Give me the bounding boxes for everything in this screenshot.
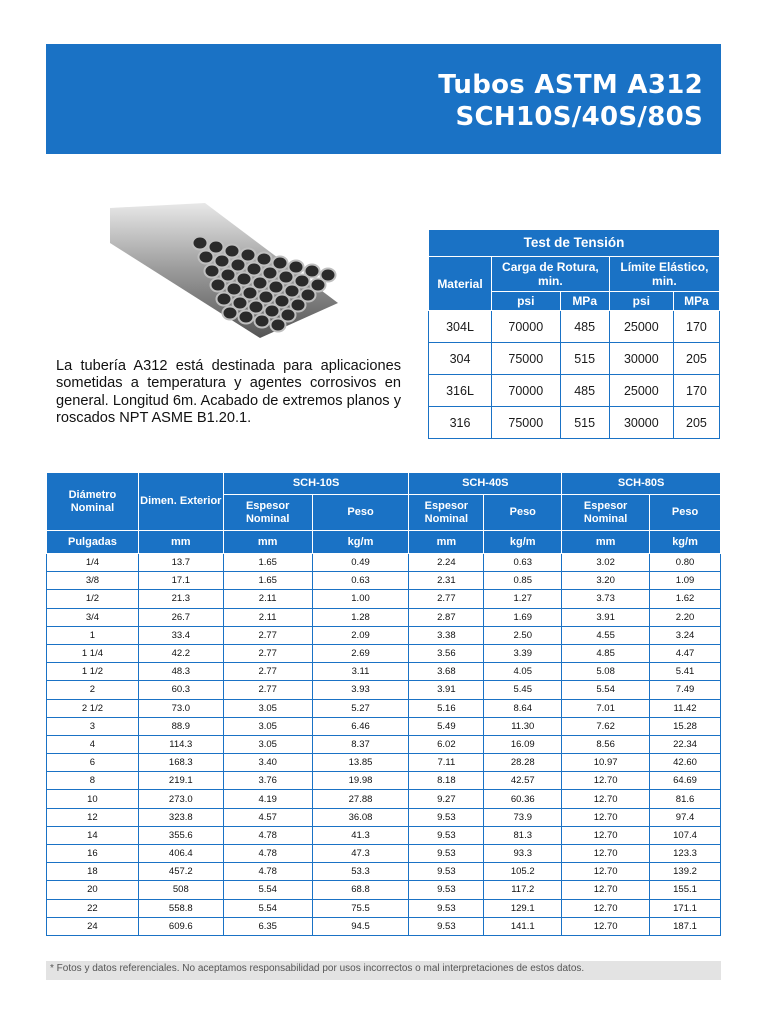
unit-cell: kg/m xyxy=(312,531,409,554)
table-cell: 33.4 xyxy=(138,626,223,644)
col-limite-elastico: Límite Elástico, min. xyxy=(609,257,719,292)
table-cell: 123.3 xyxy=(650,845,721,863)
tension-cell: 75000 xyxy=(492,343,561,375)
col-material: Material xyxy=(429,257,492,311)
table-cell: 10 xyxy=(47,790,139,808)
col-carga-rotura: Carga de Rotura, min. xyxy=(492,257,610,292)
table-cell: 3.39 xyxy=(484,644,562,662)
table-cell: 406.4 xyxy=(138,845,223,863)
group-sch-40s: SCH-40S xyxy=(409,473,562,495)
table-cell: 1.62 xyxy=(650,590,721,608)
table-cell: 168.3 xyxy=(138,754,223,772)
table-cell: 9.53 xyxy=(409,881,484,899)
table-cell: 3.02 xyxy=(562,554,650,572)
table-cell: 2 xyxy=(47,681,139,699)
table-cell: 2.69 xyxy=(312,644,409,662)
table-cell: 2.50 xyxy=(484,626,562,644)
table-cell: 47.3 xyxy=(312,845,409,863)
table-cell: 48.3 xyxy=(138,663,223,681)
table-cell: 9.53 xyxy=(409,863,484,881)
table-cell: 16.09 xyxy=(484,735,562,753)
table-cell: 41.3 xyxy=(312,826,409,844)
table-cell: 3.73 xyxy=(562,590,650,608)
table-cell: 3.38 xyxy=(409,626,484,644)
table-cell: 5.54 xyxy=(223,899,312,917)
table-cell: 13.7 xyxy=(138,554,223,572)
table-cell: 105.2 xyxy=(484,863,562,881)
table-cell: 3 xyxy=(47,717,139,735)
table-row xyxy=(47,863,721,881)
table-cell: 1 1/2 xyxy=(47,663,139,681)
table-row xyxy=(47,572,721,590)
table-cell: 73.9 xyxy=(484,808,562,826)
tension-cell: 205 xyxy=(673,407,719,439)
table-cell: 8.18 xyxy=(409,772,484,790)
table-cell: 2.87 xyxy=(409,608,484,626)
table-row xyxy=(47,754,721,772)
table-cell: 21.3 xyxy=(138,590,223,608)
pipes-photo xyxy=(110,203,338,338)
col-dimen-exterior: Dimen. Exterior xyxy=(138,473,223,531)
page-subtitle: SCH10S/40S/80S xyxy=(455,102,703,132)
table-cell: 2.11 xyxy=(223,608,312,626)
table-cell: 60.3 xyxy=(138,681,223,699)
unit-mpa: MPa xyxy=(673,292,719,311)
table-cell: 12.70 xyxy=(562,772,650,790)
tension-cell: 30000 xyxy=(609,343,673,375)
table-cell: 355.6 xyxy=(138,826,223,844)
table-cell: 11.30 xyxy=(484,717,562,735)
table-row xyxy=(47,626,721,644)
tension-cell: 485 xyxy=(560,375,609,407)
table-cell: 1/2 xyxy=(47,590,139,608)
table-cell: 6 xyxy=(47,754,139,772)
table-cell: 64.69 xyxy=(650,772,721,790)
unit-cell: mm xyxy=(138,531,223,554)
table-cell: 508 xyxy=(138,881,223,899)
table-cell: 2.20 xyxy=(650,608,721,626)
table-cell: 4.19 xyxy=(223,790,312,808)
table-cell: 14 xyxy=(47,826,139,844)
table-cell: 3.93 xyxy=(312,681,409,699)
table-cell: 53.3 xyxy=(312,863,409,881)
table-cell: 1 xyxy=(47,626,139,644)
table-cell: 4.47 xyxy=(650,644,721,662)
group-sch-10s: SCH-10S xyxy=(223,473,409,495)
table-cell: 8 xyxy=(47,772,139,790)
table-row xyxy=(47,917,721,935)
table-cell: 12.70 xyxy=(562,881,650,899)
table-cell: 8.37 xyxy=(312,735,409,753)
table-cell: 457.2 xyxy=(138,863,223,881)
table-cell: 2 1/2 xyxy=(47,699,139,717)
table-cell: 2.77 xyxy=(409,590,484,608)
table-cell: 5.41 xyxy=(650,663,721,681)
table-cell: 3.91 xyxy=(409,681,484,699)
table-cell: 5.16 xyxy=(409,699,484,717)
table-cell: 12.70 xyxy=(562,826,650,844)
tension-row xyxy=(429,343,720,375)
table-cell: 60.36 xyxy=(484,790,562,808)
table-cell: 1.09 xyxy=(650,572,721,590)
unit-cell: mm xyxy=(223,531,312,554)
table-cell: 114.3 xyxy=(138,735,223,753)
page-title: Tubos ASTM A312 xyxy=(438,70,703,100)
table-cell: 81.3 xyxy=(484,826,562,844)
table-cell: 28.28 xyxy=(484,754,562,772)
table-cell: 9.53 xyxy=(409,826,484,844)
table-cell: 6.35 xyxy=(223,917,312,935)
table-cell: 3.05 xyxy=(223,717,312,735)
table-cell: 3/4 xyxy=(47,608,139,626)
table-cell: 9.53 xyxy=(409,899,484,917)
table-cell: 1 1/4 xyxy=(47,644,139,662)
table-cell: 3/8 xyxy=(47,572,139,590)
table-cell: 2.11 xyxy=(223,590,312,608)
table-cell: 16 xyxy=(47,845,139,863)
table-cell: 3.40 xyxy=(223,754,312,772)
table-cell: 5.49 xyxy=(409,717,484,735)
tension-title: Test de Tensión xyxy=(429,230,720,257)
product-description: La tubería A312 está destinada para aplicaciones sometidas a temperatura y agentes corrosivos en general. Longitud 6m. Acabado de extremos planos y roscados NPT ASME B1.20.1. xyxy=(56,358,401,426)
table-cell: 117.2 xyxy=(484,881,562,899)
table-cell: 2.77 xyxy=(223,644,312,662)
table-cell: 0.80 xyxy=(650,554,721,572)
table-cell: 5.54 xyxy=(223,881,312,899)
tension-cell: 316L xyxy=(429,375,492,407)
table-cell: 2.09 xyxy=(312,626,409,644)
group-sch-80s: SCH-80S xyxy=(562,473,721,495)
tension-row xyxy=(429,407,720,439)
table-cell: 1.27 xyxy=(484,590,562,608)
table-row xyxy=(47,790,721,808)
table-row xyxy=(47,826,721,844)
tension-cell: 316 xyxy=(429,407,492,439)
table-cell: 141.1 xyxy=(484,917,562,935)
table-cell: 3.05 xyxy=(223,699,312,717)
table-row xyxy=(47,881,721,899)
table-cell: 6.02 xyxy=(409,735,484,753)
tension-cell: 30000 xyxy=(609,407,673,439)
table-cell: 88.9 xyxy=(138,717,223,735)
table-cell: 75.5 xyxy=(312,899,409,917)
tension-cell: 205 xyxy=(673,343,719,375)
table-cell: 12.70 xyxy=(562,790,650,808)
tension-cell: 515 xyxy=(560,407,609,439)
table-cell: 22.34 xyxy=(650,735,721,753)
table-cell: 42.57 xyxy=(484,772,562,790)
sub-espesor: Espesor Nominal xyxy=(562,495,650,531)
unit-cell: mm xyxy=(409,531,484,554)
table-cell: 1.69 xyxy=(484,608,562,626)
table-cell: 4.05 xyxy=(484,663,562,681)
sub-peso: Peso xyxy=(484,495,562,531)
table-cell: 219.1 xyxy=(138,772,223,790)
footnote: * Fotos y datos referenciales. No aceptamos responsabilidad por usos incorrectos o mal interpretaciones de estos datos. xyxy=(46,961,721,980)
table-row xyxy=(47,644,721,662)
table-cell: 6.46 xyxy=(312,717,409,735)
table-cell: 11.42 xyxy=(650,699,721,717)
table-cell: 9.53 xyxy=(409,808,484,826)
table-cell: 3.20 xyxy=(562,572,650,590)
sub-peso: Peso xyxy=(650,495,721,531)
table-cell: 3.24 xyxy=(650,626,721,644)
table-cell: 609.6 xyxy=(138,917,223,935)
pipe-dimensions-table xyxy=(46,472,721,936)
table-row xyxy=(47,608,721,626)
table-cell: 107.4 xyxy=(650,826,721,844)
table-cell: 4.78 xyxy=(223,845,312,863)
table-cell: 2.77 xyxy=(223,626,312,644)
table-cell: 5.45 xyxy=(484,681,562,699)
table-cell: 19.98 xyxy=(312,772,409,790)
unit-cell: kg/m xyxy=(650,531,721,554)
tension-cell: 25000 xyxy=(609,375,673,407)
table-cell: 97.4 xyxy=(650,808,721,826)
table-cell: 2.31 xyxy=(409,572,484,590)
table-cell: 558.8 xyxy=(138,899,223,917)
table-cell: 15.28 xyxy=(650,717,721,735)
table-cell: 1.00 xyxy=(312,590,409,608)
table-row xyxy=(47,663,721,681)
table-cell: 2.77 xyxy=(223,663,312,681)
tension-cell: 70000 xyxy=(492,375,561,407)
table-cell: 9.27 xyxy=(409,790,484,808)
col-diametro-nominal: Diámetro Nominal xyxy=(47,473,139,531)
table-cell: 12.70 xyxy=(562,917,650,935)
table-cell: 93.3 xyxy=(484,845,562,863)
table-cell: 26.7 xyxy=(138,608,223,626)
table-cell: 8.64 xyxy=(484,699,562,717)
table-row xyxy=(47,735,721,753)
table-row xyxy=(47,717,721,735)
table-cell: 2.77 xyxy=(223,681,312,699)
table-cell: 68.8 xyxy=(312,881,409,899)
table-cell: 3.68 xyxy=(409,663,484,681)
table-row xyxy=(47,845,721,863)
table-cell: 139.2 xyxy=(650,863,721,881)
table-cell: 323.8 xyxy=(138,808,223,826)
table-cell: 10.97 xyxy=(562,754,650,772)
table-cell: 4 xyxy=(47,735,139,753)
table-cell: 1.65 xyxy=(223,554,312,572)
tension-cell: 304 xyxy=(429,343,492,375)
table-cell: 4.78 xyxy=(223,863,312,881)
table-cell: 36.08 xyxy=(312,808,409,826)
table-cell: 7.11 xyxy=(409,754,484,772)
table-cell: 273.0 xyxy=(138,790,223,808)
table-cell: 12 xyxy=(47,808,139,826)
table-cell: 0.85 xyxy=(484,572,562,590)
table-cell: 0.63 xyxy=(484,554,562,572)
table-cell: 3.76 xyxy=(223,772,312,790)
tension-row xyxy=(429,375,720,407)
table-cell: 42.60 xyxy=(650,754,721,772)
unit-psi: psi xyxy=(492,292,561,311)
sub-espesor: Espesor Nominal xyxy=(409,495,484,531)
tension-test-table xyxy=(428,229,720,439)
table-cell: 22 xyxy=(47,899,139,917)
table-cell: 3.11 xyxy=(312,663,409,681)
table-cell: 171.1 xyxy=(650,899,721,917)
tension-cell: 25000 xyxy=(609,311,673,343)
table-row xyxy=(47,772,721,790)
tension-cell: 170 xyxy=(673,311,719,343)
unit-cell: Pulgadas xyxy=(47,531,139,554)
table-cell: 73.0 xyxy=(138,699,223,717)
table-row xyxy=(47,899,721,917)
tension-cell: 170 xyxy=(673,375,719,407)
table-cell: 81.6 xyxy=(650,790,721,808)
table-cell: 12.70 xyxy=(562,863,650,881)
unit-mpa: MPa xyxy=(560,292,609,311)
table-cell: 27.88 xyxy=(312,790,409,808)
table-cell: 3.56 xyxy=(409,644,484,662)
tension-cell: 485 xyxy=(560,311,609,343)
table-cell: 4.57 xyxy=(223,808,312,826)
tension-cell: 515 xyxy=(560,343,609,375)
tension-row xyxy=(429,311,720,343)
sub-espesor: Espesor Nominal xyxy=(223,495,312,531)
table-row xyxy=(47,808,721,826)
table-cell: 42.2 xyxy=(138,644,223,662)
table-cell: 4.85 xyxy=(562,644,650,662)
table-cell: 0.49 xyxy=(312,554,409,572)
table-cell: 12.70 xyxy=(562,899,650,917)
tension-cell: 70000 xyxy=(492,311,561,343)
table-cell: 12.70 xyxy=(562,845,650,863)
table-cell: 1.28 xyxy=(312,608,409,626)
unit-cell: kg/m xyxy=(484,531,562,554)
table-cell: 94.5 xyxy=(312,917,409,935)
table-cell: 1/4 xyxy=(47,554,139,572)
table-cell: 24 xyxy=(47,917,139,935)
table-cell: 9.53 xyxy=(409,917,484,935)
table-cell: 7.62 xyxy=(562,717,650,735)
table-cell: 13.85 xyxy=(312,754,409,772)
table-cell: 7.01 xyxy=(562,699,650,717)
unit-psi: psi xyxy=(609,292,673,311)
table-cell: 1.65 xyxy=(223,572,312,590)
table-cell: 2.24 xyxy=(409,554,484,572)
table-cell: 0.63 xyxy=(312,572,409,590)
table-cell: 5.54 xyxy=(562,681,650,699)
table-row xyxy=(47,590,721,608)
tension-cell: 75000 xyxy=(492,407,561,439)
table-cell: 3.05 xyxy=(223,735,312,753)
table-cell: 18 xyxy=(47,863,139,881)
table-cell: 20 xyxy=(47,881,139,899)
table-cell: 4.55 xyxy=(562,626,650,644)
table-cell: 129.1 xyxy=(484,899,562,917)
table-row xyxy=(47,699,721,717)
table-cell: 4.78 xyxy=(223,826,312,844)
table-cell: 12.70 xyxy=(562,808,650,826)
table-cell: 7.49 xyxy=(650,681,721,699)
table-cell: 3.91 xyxy=(562,608,650,626)
sub-peso: Peso xyxy=(312,495,409,531)
table-cell: 187.1 xyxy=(650,917,721,935)
table-cell: 5.08 xyxy=(562,663,650,681)
table-cell: 5.27 xyxy=(312,699,409,717)
table-cell: 17.1 xyxy=(138,572,223,590)
unit-cell: mm xyxy=(562,531,650,554)
title-banner xyxy=(46,44,721,154)
table-cell: 8.56 xyxy=(562,735,650,753)
table-cell: 155.1 xyxy=(650,881,721,899)
table-row xyxy=(47,554,721,572)
table-cell: 9.53 xyxy=(409,845,484,863)
table-row xyxy=(47,681,721,699)
tension-cell: 304L xyxy=(429,311,492,343)
